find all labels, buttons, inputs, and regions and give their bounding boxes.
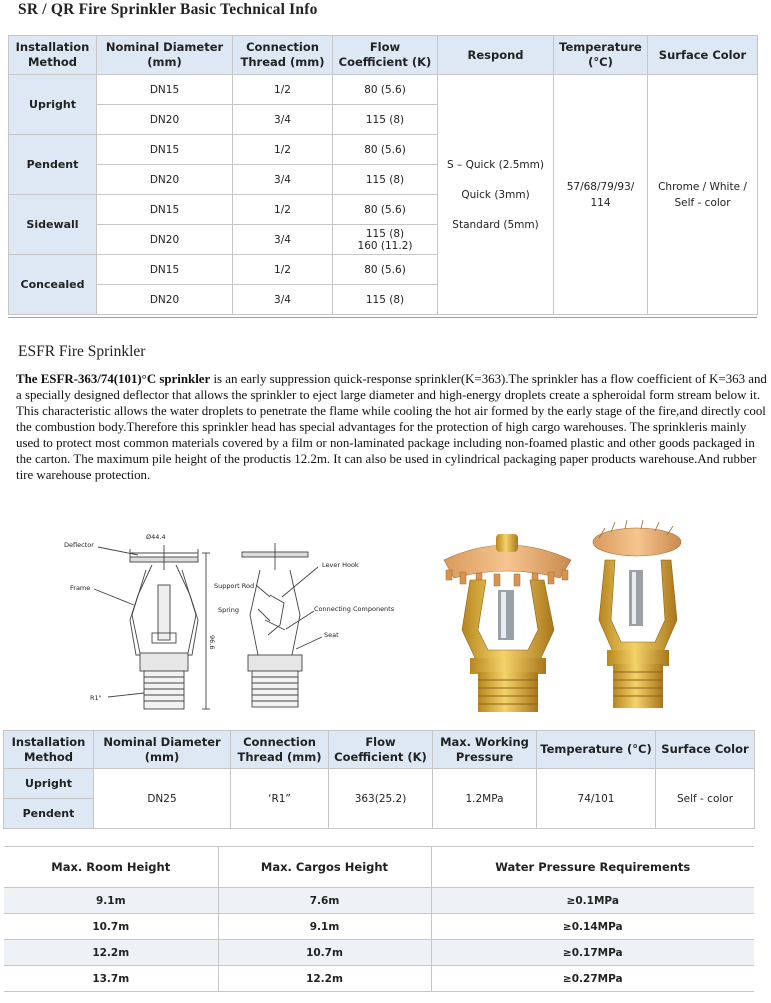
header-installation-method: Installation Method — [9, 36, 97, 75]
table-cell: 3/4 — [233, 285, 333, 315]
label-spring: Spring — [218, 606, 239, 614]
flow-value: 115 (8) 160 (11.2) — [357, 227, 413, 252]
table-cell: 12.2m — [4, 940, 218, 966]
table-cell: 115 (8) — [333, 165, 438, 195]
sr-qr-spec-table — [8, 35, 758, 315]
header-surface-color: Surface Color — [656, 731, 755, 769]
desc-bold: The ESFR-363/74(101)°C sprinkler — [16, 372, 211, 386]
temperature-cell — [554, 75, 648, 315]
table-cell: 1/2 — [233, 255, 333, 285]
table-cell: ≥0.14MPa — [431, 914, 754, 940]
desc-text: is an early suppression quick-response sprinkler(K=363).The sprinkler has a flow coefficient of K=363 and a specially designed deflector that allows the sprinkler to eject large diameter and high-energy droplets create a spheroidal form stream below it. This characteristic allows the water droplets to penetrate the flame while cooling the hot air formed by the early stage of the fire,and directly cool the combustion body.Therefore this sprinkler head has special advantages for the protection of high cargo warehouses. The sprinkleris mainly used to protect most common materials covered by a film or non-laminated package including non-foamed plastic and other goods packaged in the carton. The maximum pile height of the productis 12.2m. It can also be used in cylindrical packaging paper products warehouse.And rubber tire warehouse protection. — [16, 372, 767, 482]
label-height: 96.6 — [208, 635, 216, 650]
surface-color-value: Chrome / White / Self - color — [658, 180, 747, 209]
header-temperature: Temperature (°C) — [537, 731, 656, 769]
table-cell: DN15 — [97, 195, 233, 225]
table-cell: DN20 — [97, 285, 233, 315]
respond-standard: Standard (5mm) — [452, 218, 539, 231]
table-cell: ≥0.17MPa — [431, 940, 754, 966]
header-flow-coefficient: Flow Coefficient (K) — [333, 36, 438, 75]
table-cell: 115 (8) — [333, 285, 438, 315]
table-cell: DN15 — [97, 255, 233, 285]
table-cell: 3/4 — [233, 225, 333, 255]
table-cell: 1/2 — [233, 135, 333, 165]
temperature-value: 57/68/79/93/ 114 — [566, 180, 635, 209]
table-cell: 80 (5.6) — [333, 135, 438, 165]
table-cell: 10.7m — [218, 940, 431, 966]
height-pressure-table — [4, 846, 754, 992]
table-cell: 9.1m — [218, 914, 431, 940]
table-cell: 10.7m — [4, 914, 218, 940]
table-cell: ≥0.27MPa — [431, 966, 754, 992]
pressure-cell: 1.2MPa — [433, 769, 537, 829]
section1-title: SR / QR Fire Sprinkler Basic Technical Info — [18, 1, 318, 18]
esfr-sprinkler-upright-image — [585, 520, 690, 715]
thread-cell: ‘R1” — [231, 769, 329, 829]
table-cell: 12.2m — [218, 966, 431, 992]
header-surface-color: Surface Color — [648, 36, 758, 75]
table-cell: 80 (5.6) — [333, 195, 438, 225]
label-deflector: Deflector — [64, 541, 94, 549]
respond-s-quick: S – Quick (2.5mm) — [447, 158, 544, 171]
table-cell: 1/2 — [233, 75, 333, 105]
section2-title: ESFR Fire Sprinkler — [18, 343, 146, 360]
label-thread: R1" — [90, 694, 102, 702]
respond-cell — [438, 75, 554, 315]
label-lever-hook: Lever Hook — [322, 561, 359, 569]
header-nominal-diameter: Nominal Diameter (mm) — [94, 731, 231, 769]
table-cell: 7.6m — [218, 888, 431, 914]
table-cell: DN15 — [97, 75, 233, 105]
table-cell: DN15 — [97, 135, 233, 165]
header-max-room-height: Max. Room Height — [4, 847, 218, 888]
table-cell: 80 (5.6) — [333, 255, 438, 285]
method-upright: Upright — [9, 75, 97, 135]
header-connection-thread: Connection Thread (mm) — [233, 36, 333, 75]
header-temperature: Temperature (°C) — [554, 36, 648, 75]
table-cell: 3/4 — [233, 165, 333, 195]
table-cell: DN20 — [97, 165, 233, 195]
header-max-working-pressure: Max. Working Pressure — [433, 731, 537, 769]
table-cell: 115 (8) — [333, 105, 438, 135]
header-respond: Respond — [438, 36, 554, 75]
respond-quick: Quick (3mm) — [461, 188, 530, 201]
table-cell: ≥0.1MPa — [431, 888, 754, 914]
header-nominal-diameter: Nominal Diameter (mm) — [97, 36, 233, 75]
label-seat: Seat — [324, 631, 339, 639]
surface-color-cell — [648, 75, 758, 315]
method-concealed: Concealed — [9, 255, 97, 315]
header-connection-thread: Connection Thread (mm) — [231, 731, 329, 769]
header-installation-method: Installation Method — [4, 731, 94, 769]
surface-color-cell: Self - color — [656, 769, 755, 829]
table-cell: 9.1m — [4, 888, 218, 914]
table-cell: 1/2 — [233, 195, 333, 225]
label-connecting: Connecting Components — [314, 605, 395, 613]
table-cell: DN20 — [97, 105, 233, 135]
sprinkler-technical-drawing — [60, 525, 400, 720]
header-flow-coefficient: Flow Coefficient (K) — [329, 731, 433, 769]
label-frame: Frame — [70, 584, 91, 592]
diameter-cell: DN25 — [94, 769, 231, 829]
section-divider — [8, 317, 757, 318]
table-cell: DN20 — [97, 225, 233, 255]
method-upright: Upright — [4, 769, 94, 799]
flow-cell: 363(25.2) — [329, 769, 433, 829]
table-cell — [333, 225, 438, 255]
method-pendent: Pendent — [4, 799, 94, 829]
method-pendent: Pendent — [9, 135, 97, 195]
header-max-cargos-height: Max. Cargos Height — [218, 847, 431, 888]
esfr-spec-table — [3, 730, 755, 829]
esfr-sprinkler-pendent-image — [440, 520, 575, 715]
header-water-pressure: Water Pressure Requirements — [431, 847, 754, 888]
method-sidewall: Sidewall — [9, 195, 97, 255]
table-cell: 3/4 — [233, 105, 333, 135]
temperature-cell: 74/101 — [537, 769, 656, 829]
label-diameter: Ø44.4 — [146, 533, 166, 541]
table-cell: 13.7m — [4, 966, 218, 992]
esfr-description — [16, 371, 768, 483]
table-cell: 80 (5.6) — [333, 75, 438, 105]
label-support-rod: Support Rod — [214, 582, 255, 590]
